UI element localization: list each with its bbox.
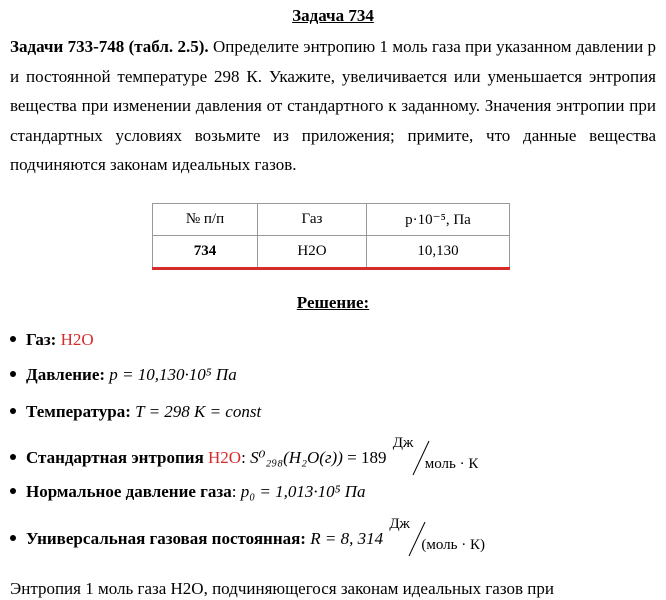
bullet-icon bbox=[10, 454, 16, 460]
temperature-value: T = 298 К = const bbox=[135, 402, 262, 421]
entropy-value: = 189 bbox=[347, 447, 387, 467]
gas-constant-label: Универсальная газовая постоянная: bbox=[26, 528, 306, 548]
list-item-gas bbox=[10, 330, 94, 350]
gas-constant-unit-num: Дж bbox=[389, 516, 410, 532]
list-item-pressure bbox=[10, 365, 237, 385]
entropy-unit-fraction bbox=[391, 435, 491, 479]
bullet-icon bbox=[10, 535, 16, 541]
bullet-icon bbox=[10, 371, 16, 377]
problem-text: Определите энтропию 1 моль газа при указанном давлении р и постоянной температуре 298 К. Укажите, увеличивается или уменьшается энтропия вещества при изменении давления от стандартного к заданному. Значения энтропии при стандартных условиях возьмите из приложения; примите, что данные вещества подчиняются законам идеальных газов. bbox=[10, 37, 656, 174]
list-item-gas-constant bbox=[10, 516, 487, 560]
temperature-label: Температура: bbox=[26, 402, 131, 421]
table-cell-num: 734 bbox=[153, 236, 258, 269]
entropy-substance: H2O bbox=[208, 447, 242, 467]
table-header-pressure: p·10⁻⁵, Па bbox=[367, 204, 510, 236]
list-item-entropy: Стандартная энтропия H2O: S⁰₂₉₈(H₂O(г)) = 189 Дж моль · К bbox=[10, 439, 491, 479]
entropy-label: Стандартная энтропия bbox=[26, 447, 204, 467]
normal-pressure-value: p₀ = 1,013·10⁵ Па bbox=[240, 482, 366, 501]
entropy-arg: (H₂O(г)) bbox=[283, 447, 343, 467]
list-item-temperature bbox=[10, 402, 261, 422]
entropy-unit-den: моль · К bbox=[424, 456, 479, 472]
data-table bbox=[152, 203, 510, 270]
problem-lead: Задачи 733-748 (табл. 2.5). bbox=[10, 37, 209, 56]
gas-label: Газ: bbox=[26, 330, 57, 349]
entropy-unit-num: Дж bbox=[392, 435, 414, 451]
problem-title: Задача 734 bbox=[292, 6, 374, 25]
bullet-icon bbox=[10, 488, 16, 494]
gas-value: H2O bbox=[60, 330, 94, 349]
bullet-icon bbox=[10, 336, 16, 342]
entropy-symbol: S⁰₂₉₈ bbox=[250, 447, 284, 467]
table-header-gas: Газ bbox=[258, 204, 367, 236]
list-item-normal-pressure: Нормальное давление газа: p₀ = 1,013·10⁵ Па bbox=[10, 482, 366, 502]
pressure-label: Давление: bbox=[26, 365, 106, 384]
gas-constant-unit-den: (моль · К) bbox=[421, 537, 485, 553]
table-cell-gas: H2O bbox=[258, 236, 367, 269]
solution-title: Решение: bbox=[296, 293, 370, 312]
footer-text: Энтропия 1 моль газа H2O, подчиняющегося законам идеальных газов при bbox=[10, 579, 554, 598]
table-header-num: № п/п bbox=[153, 204, 258, 236]
problem-statement bbox=[10, 32, 656, 180]
table-row bbox=[153, 236, 510, 269]
gas-constant-value: R = 8, 314 bbox=[310, 528, 384, 548]
gas-constant-unit-fraction bbox=[387, 516, 487, 560]
table-cell-pressure: 10,130 bbox=[367, 236, 510, 269]
pressure-value: p = 10,130·10⁵ Па bbox=[109, 365, 237, 384]
table-header-row bbox=[153, 204, 510, 236]
normal-pressure-label: Нормальное давление газа bbox=[26, 482, 232, 501]
bullet-icon bbox=[10, 408, 16, 414]
